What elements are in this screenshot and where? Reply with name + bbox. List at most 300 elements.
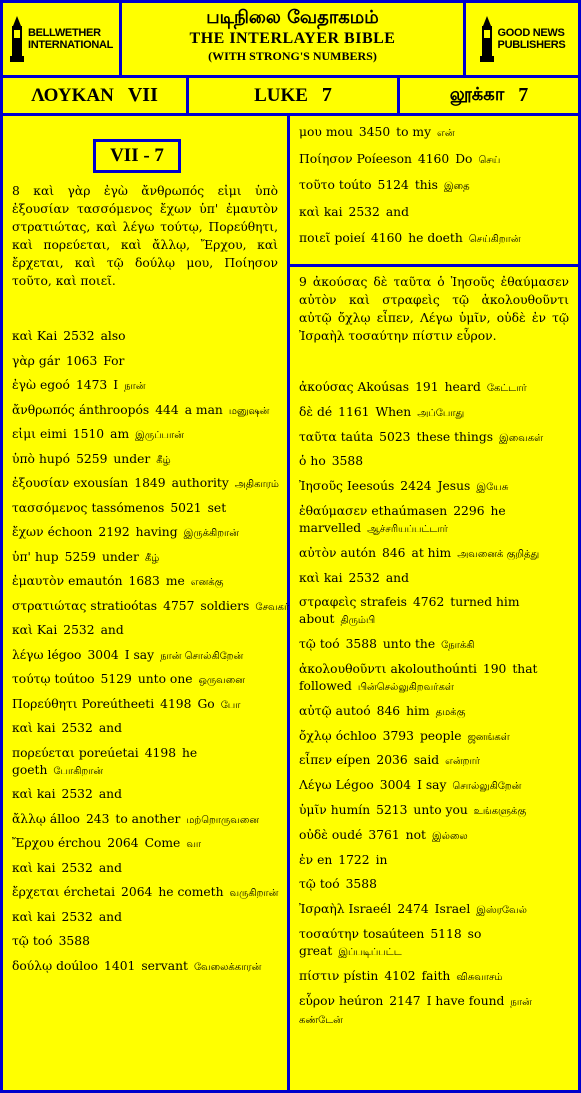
english-gloss: a man bbox=[184, 402, 223, 417]
strongs-number: 3450 bbox=[358, 125, 391, 139]
title-tamil: படிநிலை வேதாகமம் bbox=[206, 7, 379, 28]
logo-line2: INTERNATIONAL bbox=[27, 39, 114, 51]
transliteration: exousían bbox=[73, 476, 129, 490]
tamil-gloss: இயேசு bbox=[476, 482, 509, 494]
transliteration: Poíeeson bbox=[356, 151, 412, 166]
subtitle: (WITH STRONG'S NUMBERS) bbox=[208, 49, 377, 63]
word-entry bbox=[299, 404, 570, 422]
strongs-number: 5259 bbox=[64, 549, 96, 564]
greek-word: ἔρχεται bbox=[12, 885, 60, 899]
strongs-number: 4198 bbox=[144, 745, 177, 760]
english-gloss: under bbox=[101, 549, 139, 564]
word-entry bbox=[299, 429, 570, 447]
strongs-number: 1473 bbox=[75, 378, 108, 392]
greek-word: καὶ bbox=[12, 623, 33, 637]
tamil-gloss: விசுவாசம் bbox=[456, 971, 503, 983]
strongs-number: 3761 bbox=[368, 827, 400, 842]
greek-book-label bbox=[3, 78, 186, 113]
transliteration: kai bbox=[36, 860, 56, 875]
logo-line2: PUBLISHERS bbox=[497, 39, 566, 51]
transliteration: Légoo bbox=[335, 778, 374, 793]
word-entry bbox=[12, 573, 279, 591]
transliteration: taúta bbox=[340, 429, 374, 444]
english-book-label bbox=[189, 78, 397, 113]
word-entry bbox=[12, 426, 279, 444]
word-entry bbox=[12, 622, 279, 640]
word-entry bbox=[299, 379, 570, 397]
transliteration: toó bbox=[319, 877, 340, 892]
tamil-gloss: கீழ் bbox=[144, 552, 160, 564]
transliteration: poieí bbox=[334, 231, 365, 245]
transliteration: érchetai bbox=[63, 885, 116, 899]
word-entry bbox=[12, 786, 279, 804]
english-gloss: Israel bbox=[434, 902, 471, 917]
word-entry bbox=[299, 503, 570, 538]
english-gloss: and bbox=[100, 623, 124, 637]
greek-word: ἄνθρωπός bbox=[12, 402, 75, 417]
word-entry bbox=[12, 933, 279, 951]
word-entry bbox=[299, 827, 570, 845]
strongs-number: 1063 bbox=[65, 353, 98, 368]
greek-word: δὲ bbox=[299, 404, 314, 419]
strongs-number: 3588 bbox=[58, 934, 90, 948]
good-news-logo bbox=[466, 3, 578, 75]
english-gloss: under bbox=[113, 451, 151, 466]
transliteration: dé bbox=[317, 404, 333, 419]
transliteration: stratioótas bbox=[90, 598, 158, 613]
english-gloss: I have found bbox=[426, 993, 505, 1008]
strongs-number: 3588 bbox=[345, 877, 377, 892]
strongs-number: 4160 bbox=[417, 151, 450, 166]
title-panel bbox=[122, 3, 463, 75]
greek-word: ἀκολουθοῦντι bbox=[299, 661, 387, 676]
transliteration: érchou bbox=[57, 836, 102, 850]
word-entry bbox=[299, 703, 570, 721]
word-entry bbox=[299, 968, 570, 986]
transliteration: doúloo bbox=[56, 958, 99, 973]
word-entry bbox=[12, 377, 279, 395]
tamil-gloss: உங்களுக்கு bbox=[473, 805, 527, 817]
transliteration: toó bbox=[32, 934, 53, 948]
word-entry bbox=[12, 328, 279, 346]
word-entry bbox=[12, 811, 279, 829]
strongs-number: 4757 bbox=[163, 598, 195, 613]
strongs-number: 2532 bbox=[61, 721, 93, 735]
greek-word: καὶ bbox=[299, 204, 320, 219]
greek-word: στραφεὶς bbox=[299, 595, 357, 610]
transliteration: kai bbox=[36, 787, 56, 801]
greek-word: ὑπὸ bbox=[12, 451, 35, 466]
greek-word: μου bbox=[299, 125, 322, 139]
tamil-gloss: இதை bbox=[443, 181, 470, 192]
greek-word: τῷ bbox=[299, 877, 316, 892]
word-entry bbox=[12, 524, 279, 542]
word-entry bbox=[12, 402, 279, 420]
left-column bbox=[3, 116, 290, 1090]
tamil-gloss: தமக்கு bbox=[435, 706, 466, 718]
english-gloss: and bbox=[98, 909, 122, 924]
greek-word: Λέγω bbox=[299, 778, 332, 793]
english-gloss: he cometh bbox=[158, 885, 224, 899]
transliteration: akolouthoúnti bbox=[390, 661, 477, 676]
strongs-number: 3004 bbox=[87, 647, 119, 662]
transliteration: Kai bbox=[36, 623, 58, 637]
english-gloss: said bbox=[413, 753, 440, 768]
tamil-gloss: அதிகாரம் bbox=[234, 479, 279, 490]
transliteration: tosaúteen bbox=[363, 926, 425, 941]
greek-word: ἔχων bbox=[12, 525, 44, 539]
transliteration: álloo bbox=[49, 811, 80, 826]
english-gloss: Do bbox=[455, 151, 473, 166]
tamil-gloss: வா bbox=[186, 839, 202, 850]
greek-word: καὶ bbox=[12, 721, 33, 735]
word-entry bbox=[12, 671, 279, 689]
transliteration: Poreútheeti bbox=[81, 696, 155, 711]
transliteration: poreúetai bbox=[78, 745, 139, 760]
tamil-gloss: ஜனங்கள் bbox=[467, 731, 510, 743]
tamil-gloss: மனுஷன் bbox=[228, 405, 270, 417]
strongs-number: 2532 bbox=[63, 329, 95, 343]
word-entry bbox=[299, 453, 570, 471]
strongs-number: 4762 bbox=[412, 595, 445, 610]
bell-tower-icon bbox=[9, 16, 25, 62]
tamil-gloss: வருகிறான் bbox=[229, 888, 279, 899]
strongs-number: 2474 bbox=[397, 902, 429, 917]
greek-word: τοσαύτην bbox=[299, 926, 360, 941]
greek-word: πίστιν bbox=[299, 968, 340, 983]
english-gloss: me bbox=[165, 574, 185, 588]
word-entry bbox=[299, 777, 570, 795]
greek-word: ὁ bbox=[299, 454, 307, 469]
strongs-number: 5259 bbox=[76, 451, 108, 466]
transliteration: kai bbox=[36, 721, 56, 735]
tamil-gloss: நான் கண்டேன் bbox=[299, 996, 532, 1026]
tamil-gloss: இஸ்ரவேல் bbox=[476, 905, 527, 917]
word-entry bbox=[12, 835, 279, 853]
word-entry bbox=[12, 598, 290, 616]
transliteration: légoo bbox=[47, 647, 82, 662]
english-gloss: When bbox=[375, 404, 412, 419]
english-gloss: Jesus bbox=[437, 479, 471, 494]
english-chapter: 7 bbox=[321, 84, 332, 106]
greek-word: ποιεῖ bbox=[299, 231, 331, 245]
tower-icon bbox=[479, 16, 495, 62]
word-entry bbox=[12, 720, 279, 738]
transliteration: pístin bbox=[343, 968, 379, 983]
word-entry bbox=[299, 901, 570, 919]
greek-word: στρατιώτας bbox=[12, 598, 87, 613]
greek-word: ἀκούσας bbox=[299, 380, 354, 394]
strongs-number: 3588 bbox=[345, 637, 377, 652]
greek-word: Πορεύθητι bbox=[12, 696, 78, 711]
strongs-number: 5023 bbox=[379, 429, 411, 444]
strongs-number: 2532 bbox=[63, 623, 95, 637]
tamil-gloss: ஒருவனை bbox=[198, 675, 245, 686]
word-entry bbox=[12, 958, 279, 976]
tamil-chapter: 7 bbox=[518, 84, 529, 106]
strongs-number: 2532 bbox=[348, 570, 380, 585]
transliteration: Ieesoús bbox=[346, 479, 395, 494]
greek-word: εἰμι bbox=[12, 427, 37, 441]
greek-word: γὰρ bbox=[12, 353, 35, 368]
english-gloss: I say bbox=[124, 647, 155, 662]
greek-word: ὑμῖν bbox=[299, 802, 327, 817]
strongs-number: 4160 bbox=[370, 231, 403, 245]
english-gloss: not bbox=[405, 827, 426, 842]
strongs-number: 1401 bbox=[104, 958, 136, 973]
word-entry bbox=[12, 451, 279, 469]
strongs-number: 1510 bbox=[72, 427, 105, 441]
english-gloss: and bbox=[385, 570, 409, 585]
strongs-number: 2147 bbox=[389, 993, 421, 1008]
logo-line1: BELLWETHER bbox=[27, 27, 101, 39]
tamil-gloss: போ bbox=[220, 699, 241, 711]
logo-line1: GOOD NEWS bbox=[497, 27, 565, 39]
right-bottom-word-list bbox=[299, 379, 570, 1035]
transliteration: ánthroopós bbox=[78, 402, 150, 417]
chapter-label: VII - 7 bbox=[93, 139, 181, 173]
english-gloss: he doeth bbox=[408, 231, 463, 245]
transliteration: ho bbox=[310, 454, 326, 469]
strongs-number: 2036 bbox=[376, 753, 408, 768]
tamil-gloss: இல்லை bbox=[431, 830, 468, 842]
word-entry bbox=[12, 475, 279, 493]
greek-word: ἐμαυτὸν bbox=[12, 574, 65, 588]
transliteration: eimi bbox=[40, 427, 67, 441]
transliteration: autoó bbox=[335, 703, 371, 718]
english-gloss: am bbox=[110, 427, 130, 441]
english-gloss: Go bbox=[197, 696, 215, 711]
verse-9-text: 9 ἀκούσας δὲ ταῦτα ὁ Ἰησοῦς ἐθαύμασεν αὐτὸν καὶ στραφεὶς τῷ ἀκολουθοῦντι αὐτῷ ὄχλῳ εἶπεν, Λέγω ὑμῖν, οὐδὲ ἐν τῷ Ἰσραὴλ τοσαύτην πίστιν εὗρον. bbox=[299, 275, 569, 343]
strongs-number: 4198 bbox=[160, 696, 192, 711]
english-gloss: unto you bbox=[413, 802, 468, 817]
tamil-gloss: இருக்கிறான் bbox=[183, 528, 239, 539]
greek-chapter: VII bbox=[127, 84, 158, 106]
tamil-gloss: இவைகள் bbox=[499, 432, 544, 444]
tamil-gloss: நோக்கி bbox=[441, 640, 475, 652]
word-entry bbox=[299, 570, 570, 588]
english-gloss: having bbox=[135, 525, 178, 539]
greek-word: αὐτῷ bbox=[299, 703, 332, 718]
greek-word: ἐγὼ bbox=[12, 378, 36, 392]
strongs-number: 3004 bbox=[379, 778, 412, 793]
strongs-number: 1161 bbox=[338, 404, 370, 419]
tamil-gloss: கேட்டார் bbox=[486, 383, 527, 394]
transliteration: emautón bbox=[68, 574, 123, 588]
word-entry bbox=[12, 647, 279, 665]
greek-word: τούτῳ bbox=[12, 672, 51, 686]
transliteration: mou bbox=[325, 125, 353, 139]
greek-word: Ἰσραὴλ bbox=[299, 902, 345, 917]
tamil-gloss: இருப்பான் bbox=[135, 430, 184, 441]
strongs-number: 2532 bbox=[61, 909, 93, 924]
strongs-number: 191 bbox=[415, 380, 439, 394]
strongs-number: 1722 bbox=[338, 852, 370, 867]
greek-word: ἐθαύμασεν bbox=[299, 503, 368, 518]
english-gloss: so great bbox=[299, 926, 482, 958]
word-entry bbox=[12, 745, 279, 780]
tamil-gloss: திரும்பி bbox=[340, 615, 376, 627]
word-entry bbox=[299, 876, 570, 894]
verse-8-text: 8 καὶ γὰρ ἐγὼ ἄνθρωπός εἰμι ὑπὸ ἐξουσίαν τασσόμενος ἔχων ὑπ' ἐμαυτὸν στρατιώτας, καὶ λέγω τούτῳ, Πορεύθητι, καὶ πορεύεται, καὶ ἄλλῳ, Ἔρχου, καὶ ἔρχεται, καὶ τῷ δούλῳ μου, Ποίησον τοῦτο, καὶ ποιεῖ. bbox=[12, 184, 278, 288]
word-entry bbox=[299, 636, 570, 654]
greek-word: τοῦτο bbox=[299, 178, 335, 192]
tamil-gloss: அப்போது bbox=[417, 407, 465, 419]
english-gloss: to another bbox=[115, 811, 181, 826]
word-entry bbox=[299, 594, 570, 629]
strongs-number: 3588 bbox=[331, 454, 364, 469]
english-gloss: he goeth bbox=[12, 745, 198, 777]
tamil-gloss: ஆச்சரியப்பட்டார் bbox=[367, 523, 448, 535]
greek-word: εὗρον bbox=[299, 993, 335, 1008]
greek-word: ὑπ' bbox=[12, 549, 31, 564]
transliteration: toó bbox=[319, 637, 340, 652]
word-entry bbox=[299, 852, 570, 870]
transliteration: egoó bbox=[39, 378, 70, 392]
strongs-number: 5129 bbox=[100, 672, 132, 686]
tamil-gloss: பின்செல்லுகிறவர்கள் bbox=[357, 681, 454, 693]
bellwether-logo bbox=[3, 3, 119, 75]
word-entry bbox=[299, 545, 570, 563]
transliteration: Akoúsas bbox=[357, 380, 410, 394]
strongs-number: 2296 bbox=[453, 503, 485, 518]
strongs-number: 243 bbox=[85, 811, 110, 826]
transliteration: Kai bbox=[36, 329, 58, 343]
tamil-gloss: நான் bbox=[124, 381, 146, 392]
greek-word: καὶ bbox=[299, 570, 320, 585]
word-entry bbox=[299, 177, 570, 195]
word-entry bbox=[299, 124, 570, 142]
transliteration: humín bbox=[330, 802, 371, 817]
strongs-number: 5021 bbox=[170, 500, 202, 515]
transliteration: toúto bbox=[338, 178, 372, 192]
transliteration: échoon bbox=[47, 525, 93, 539]
tamil-gloss: சேவகர் bbox=[255, 601, 290, 613]
word-entry bbox=[299, 151, 570, 169]
word-entry bbox=[12, 884, 279, 902]
greek-book: ΛΟΥΚΑΝ bbox=[31, 84, 114, 106]
greek-word: δούλῳ bbox=[12, 958, 53, 973]
strongs-number: 2532 bbox=[61, 787, 93, 801]
strongs-number: 846 bbox=[382, 545, 406, 560]
right-top-column bbox=[290, 116, 578, 264]
word-entry bbox=[12, 549, 279, 567]
transliteration: Israeél bbox=[348, 902, 392, 917]
tamil-gloss: என்றார் bbox=[445, 756, 480, 768]
english-gloss: him bbox=[406, 703, 430, 718]
english-gloss: soldiers bbox=[200, 598, 250, 613]
tamil-gloss: செய்கிறான் bbox=[468, 234, 521, 245]
transliteration: toútoo bbox=[54, 672, 95, 686]
strongs-number: 190 bbox=[482, 661, 507, 676]
tamil-gloss: எனக்கு bbox=[190, 577, 224, 588]
tamil-gloss: இப்படிப்பட்ட bbox=[338, 946, 402, 958]
greek-word: πορεύεται bbox=[12, 745, 75, 760]
english-gloss: I bbox=[113, 378, 119, 392]
greek-word: ὄχλῳ bbox=[299, 728, 332, 743]
left-word-list bbox=[12, 328, 290, 982]
greek-word: Ἰησοῦς bbox=[299, 479, 343, 494]
english-gloss: unto the bbox=[382, 637, 436, 652]
transliteration: oudé bbox=[331, 827, 363, 842]
english-gloss: and bbox=[98, 721, 122, 735]
transliteration: gár bbox=[38, 353, 60, 368]
tamil-gloss: மற்றொருவனை bbox=[186, 814, 260, 826]
transliteration: hupó bbox=[38, 451, 71, 466]
english-gloss: and bbox=[98, 787, 122, 801]
english-gloss: heard bbox=[444, 380, 481, 394]
tamil-gloss: என் bbox=[437, 128, 455, 139]
english-gloss: also bbox=[100, 329, 126, 343]
greek-word: καὶ bbox=[12, 909, 33, 924]
english-gloss: servant bbox=[141, 958, 188, 973]
english-gloss: that followed bbox=[299, 661, 538, 693]
strongs-number: 2532 bbox=[348, 204, 380, 219]
title-english: THE INTERLAYER BIBLE bbox=[189, 30, 396, 47]
strongs-number: 444 bbox=[155, 402, 179, 417]
word-entry bbox=[299, 926, 570, 961]
strongs-number: 2532 bbox=[61, 860, 93, 875]
transliteration: en bbox=[317, 852, 333, 867]
tamil-gloss: செய் bbox=[478, 154, 501, 166]
tamil-gloss: நான் சொல்கிறேன் bbox=[160, 650, 244, 662]
english-book: LUKE bbox=[254, 84, 308, 106]
strongs-number: 2064 bbox=[121, 885, 153, 899]
tamil-gloss: வேலைக்காரன் bbox=[193, 961, 262, 973]
greek-word: καὶ bbox=[12, 860, 33, 875]
english-gloss: to my bbox=[396, 125, 432, 139]
greek-word: ἐν bbox=[299, 852, 314, 867]
transliteration: ethaúmasen bbox=[371, 503, 448, 518]
word-entry bbox=[12, 909, 279, 927]
strongs-number: 5118 bbox=[430, 926, 462, 941]
english-gloss: in bbox=[375, 852, 388, 867]
english-gloss: authority bbox=[171, 476, 229, 490]
right-bottom-column bbox=[290, 267, 578, 1090]
transliteration: eípen bbox=[336, 753, 371, 768]
transliteration: óchloo bbox=[335, 728, 377, 743]
greek-word: Ποίησον bbox=[299, 151, 353, 166]
word-entry bbox=[299, 230, 570, 248]
greek-word: λέγω bbox=[12, 647, 44, 662]
tamil-gloss: போகிறான் bbox=[53, 765, 104, 777]
strongs-number: 1683 bbox=[128, 574, 160, 588]
greek-word: ἐξουσίαν bbox=[12, 476, 70, 490]
word-entry bbox=[299, 661, 570, 696]
strongs-number: 5124 bbox=[377, 178, 409, 192]
english-gloss: and bbox=[98, 860, 122, 875]
english-gloss: turned him about bbox=[299, 595, 520, 627]
word-entry bbox=[12, 353, 279, 371]
word-entry bbox=[299, 478, 570, 496]
english-gloss: faith bbox=[421, 968, 451, 983]
word-entry bbox=[299, 752, 570, 770]
strongs-number: 2192 bbox=[98, 525, 130, 539]
english-gloss: people bbox=[419, 728, 462, 743]
transliteration: kai bbox=[323, 570, 343, 585]
word-entry bbox=[299, 728, 570, 746]
english-gloss: Come bbox=[144, 836, 181, 850]
english-gloss: and bbox=[385, 204, 409, 219]
tamil-book-label bbox=[400, 78, 578, 113]
strongs-number: 2064 bbox=[107, 836, 139, 850]
tamil-gloss: கீழ் bbox=[156, 454, 171, 466]
transliteration: strafeis bbox=[360, 595, 407, 610]
strongs-number: 2424 bbox=[400, 479, 432, 494]
greek-word: καὶ bbox=[12, 329, 33, 343]
english-gloss: For bbox=[103, 353, 125, 368]
word-entry bbox=[299, 204, 570, 222]
